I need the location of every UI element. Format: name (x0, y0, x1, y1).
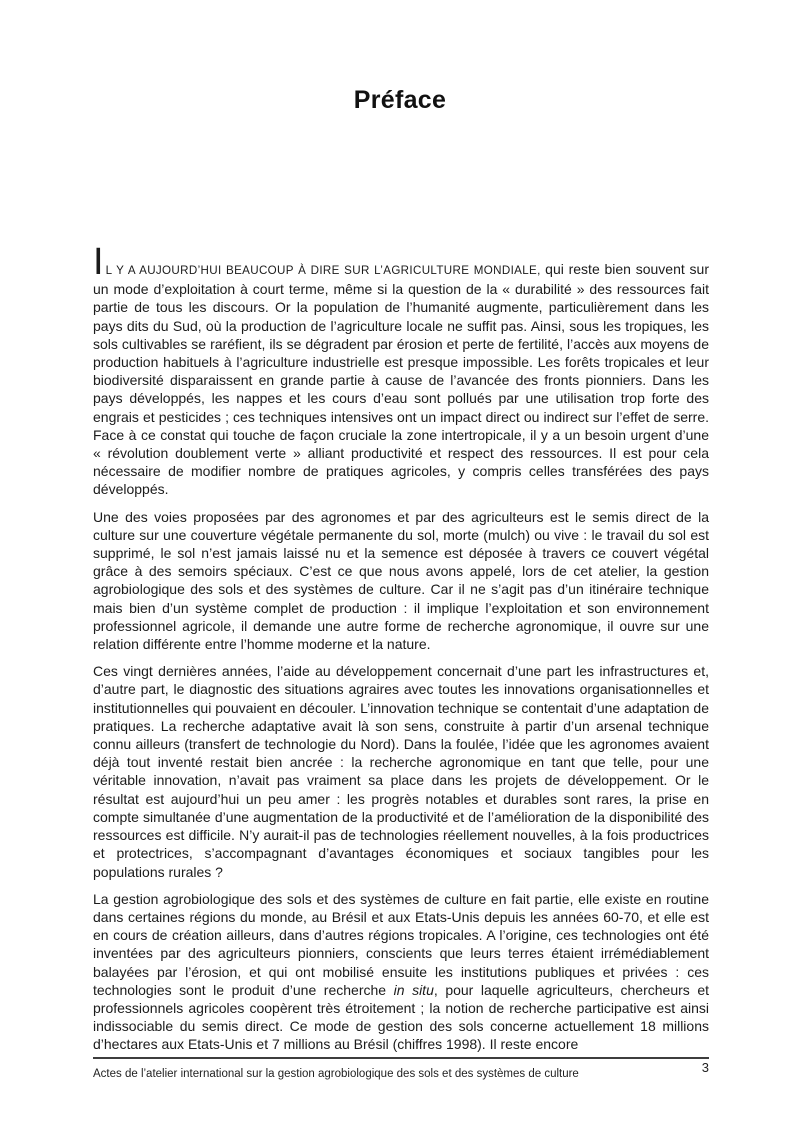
paragraph-1-text: qui reste bien souvent sur un mode d’exploitation à court terme, même si la question de la « durabilité » des ressources fait partie de tous les discours. Or la population de l’humanité augmente, particulièrement dans les pays dits du Sud, où la production de l’agriculture locale ne suffit pas. Ainsi, sous les tropiques, les sols cultivables se raréfient, ils se dégradent par érosion et perte de fertilité, l’accès aux moyens de production habituels à l’agriculture industrielle est presque impossible. Les forêts tropicales et leur biodiversité disparaissent en grande partie à cause de l’avancée des fronts pionniers. Dans les pays développés, les nappes et les cours d’eau sont pollués par une utilisation trop forte des engrais et pesticides ; ces techniques intensives ont un impact direct ou indirect sur l’effet de serre. Face à ce constat qui touche de façon cruciale la zone intertropicale, il y a un besoin urgent d’une « révolution doublement verte » alliant productivité et respect des ressources. Il est pour cela nécessaire de modifier nombre de pratiques agricoles, y compris celles transférées des pays développés. (93, 261, 709, 498)
paragraph-4-latin-phrase: in situ (393, 981, 434, 998)
paragraph-4 (93, 890, 709, 1054)
opening-smallcaps: L Y A AUJOURD’HUI BEAUCOUP À DIRE SUR L’AGRICULTURE MONDIALE, (105, 264, 546, 277)
paragraph-4-text-after: , pour laquelle agriculteurs, chercheurs et professionnels agricoles coopèrent très étroitement ; la notion de recherche participative est ainsi indissociable du semis direct. Ce mode de gestion des sols concerne actuellement 18 millions d’hectares aux Etats-Unis et 7 millions au Brésil (chiffres 1998). Il reste encore (93, 981, 710, 1053)
paragraph-2: Une des voies proposées par des agronomes et par des agriculteurs est le semis direct de la culture sur une couverture végétale permanente du sol, morte (mulch) ou vive : le travail du sol est supprimé, le sol n’est jamais laissé nu et la semence est déposée à travers ce couvert végétal grâce à des semoirs spéciaux. C’est ce que nous avons appelé, lors de cet atelier, la gestion agrobiologique des sols et des systèmes de culture. Car il ne s’agit pas d’un itinéraire technique mais bien d’un système complet de production : il implique l’exploitation et son environnement professionnel agricole, il demande une autre forme de recherche agronomique, il ouvre sur une relation différente entre l’homme moderne et la nature. (93, 508, 709, 653)
page-title: Préface (353, 86, 447, 114)
initial-cap: I (93, 241, 104, 283)
paragraph-1 (93, 241, 709, 499)
page-number: 3 (701, 1060, 709, 1075)
footer-rule (93, 1057, 709, 1059)
paragraph-3: Ces vingt dernières années, l’aide au développement concernait d’une part les infrastructures et, d’autre part, le diagnostic des situations agraires avec toutes les innovations organisationnelles et institutionnelles qui pouvaient en découler. L’innovation technique se contentait d’une adaptation de pratiques. La recherche adaptative avait là son sens, construite à partir d’un arsenal technique connu ailleurs (transfert de technologie du Nord). Dans la foulée, l’idée que les agronomes avaient déjà tout inventé restait bien ancrée : la recherche agronomique en tant que telle, pour une véritable innovation, n’avait pas vraiment sa place dans les projets de développement. Or le résultat est aujourd’hui un peu amer : les progrès notables et durables sont rares, la prise en compte simultanée d’une augmentation de la productivité et de l’amélioration de la disponibilité des ressources est difficile. N’y aurait-il pas de technologies réellement nouvelles, à la fois productrices et protectrices, s’accompagnant d’avantages économiques et sociaux tangibles pour les populations rurales ? (93, 663, 709, 880)
preface-body (93, 241, 710, 1063)
paragraph-4-text-before: La gestion agrobiologique des sols et des systèmes de culture en fait partie, elle existe en routine dans certaines régions du monde, au Brésil et aux Etats-Unis depuis les années 60-70, et elle est en cours de création ailleurs, dans d’autres régions tropicales. A l’origine, ces technologies ont été inventées par des agriculteurs pionniers, conscients que leurs terres étaient irrémédiablement balayées par l’érosion, et qui ont mobilisé ensuite les institutions publiques et privées : ces technologies sont le produit d’une recherche (93, 890, 709, 998)
footer-running-title: Actes de l’atelier international sur la gestion agrobiologique des sols et des systèmes de culture (93, 1068, 579, 1080)
